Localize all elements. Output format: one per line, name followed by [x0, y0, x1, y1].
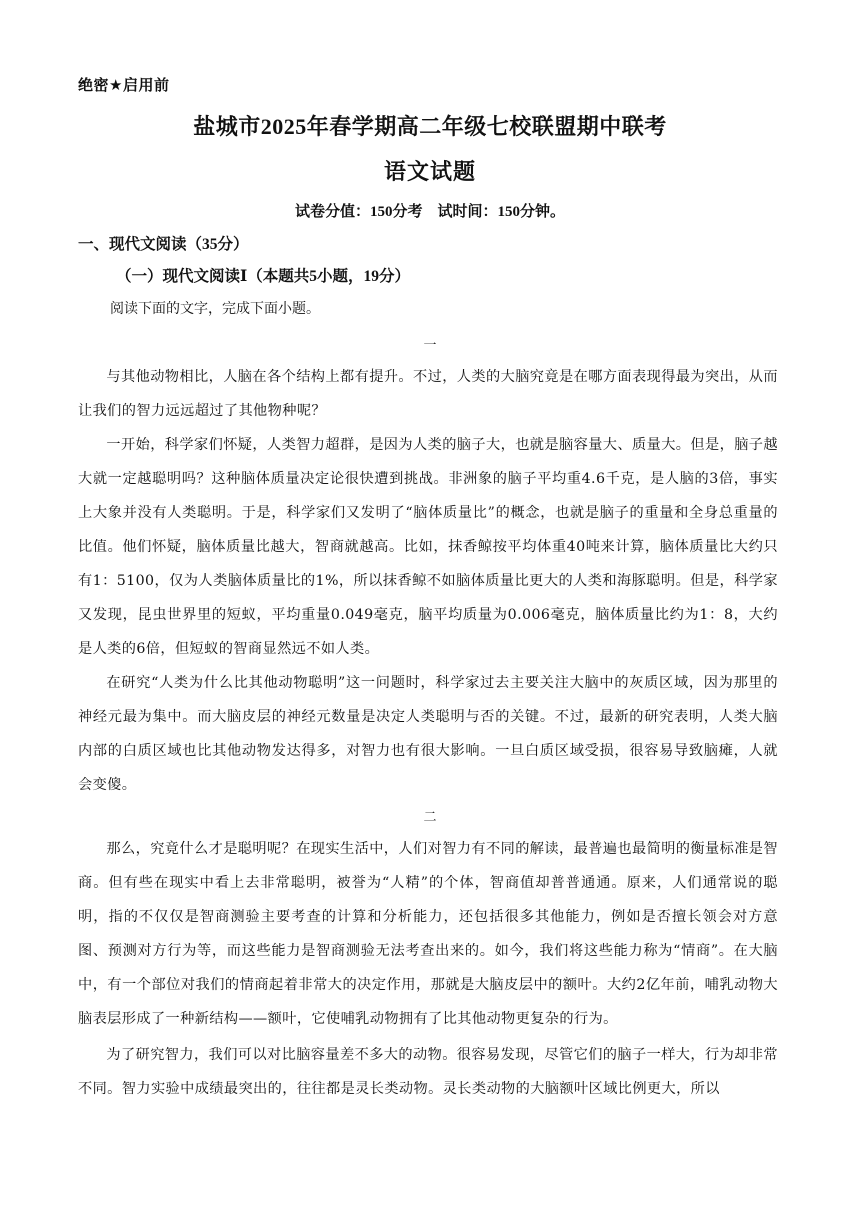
paragraph-5: 为了研究智力，我们可以对比脑容量差不多大的动物。很容易发现，尽管它们的脑子一样大，行为却非常不同。智力实验中成绩最突出的，往往都是灵长类动物。灵长类动物的大脑额叶区域比例更大，所以: [78, 1047, 778, 1097]
paragraph-2: 一开始，科学家们怀疑，人类智力超群，是因为人类的脑子大，也就是脑容量大、质量大。但是，脑子越大就一定越聪明吗？这种脑体质量决定论很快遭到挑战。非洲象的脑子平均重4.6千克，是人脑的3倍，事实上大象并没有人类聪明。于是，科学家们又发明了“脑体质量比”的概念，也就是脑子的重量和全身总重量的比值。他们怀疑，脑体质量比越大，智商就越高。比如，抹香鲸按平均体重40吨来计算，脑体质量比大约只有1：5100，仅为人类脑体质量比的1%，所以抹香鲸不如脑体质量比更大的人类和海豚聪明。但是，科学家又发现，昆虫世界里的短蚁，平均重量0.049毫克，脑平均质量为0.006毫克，脑体质量比约为1：8，大约是人类的6倍，但短蚁的智商显然远不如人类。: [78, 437, 778, 657]
section-heading: 一、现代文阅读（35分）: [78, 236, 249, 253]
paragraph-1: 与其他动物相比，人脑在各个结构上都有提升。不过，人类的大脑究竟是在哪方面表现得最为突出，从而让我们的智力远远超过了其他物种呢？: [78, 369, 778, 419]
exam-title: 盐城市2025年春学期高二年级七校联盟期中联考: [193, 114, 667, 139]
exam-meta: 试卷分值：150分考 试时间：150分钟。: [294, 204, 565, 220]
paragraph-3: 在研究“人类为什么比其他动物聪明”这一问题时，科学家过去主要关注大脑中的灰质区域，因为那里的神经元最为集中。而大脑皮层的神经元数量是决定人类聪明与否的关键。不过，最新的研究表明，人类大脑内部的白质区域也比其他动物发达得多，对智力也有很大影响。一旦白质区域受损，很容易导致脑瘫，人就会变傻。: [78, 675, 778, 793]
part-divider-one: 一: [423, 338, 437, 353]
paragraph-4: 那么，究竟什么才是聪明呢？在现实生活中，人们对智力有不同的解读，最普遍也最简明的衡量标准是智商。但有些在现实中看上去非常聪明，被誉为“人精”的个体，智商值却普普通通。原来，人们通常说的聪明，指的不仅仅是智商测验主要考查的计算和分析能力，还包括很多其他能力，例如是否擅长领会对方意图、预测对方行为等，而这些能力是智商测验无法考查出来的。如今，我们将这些能力称为“情商”。在大脑中，有一个部位对我们的情商起着非常大的决定作用，那就是大脑皮层中的额叶。大约2亿年前，哺乳动物大脑表层形成了一种新结构——额叶，它使哺乳动物拥有了比其他动物更复杂的行为。: [78, 841, 778, 1027]
subsection-heading: （一）现代文阅读Ⅰ（本题共5小题，19分）: [116, 268, 411, 285]
confidential-label: 绝密★启用前: [78, 76, 170, 94]
reading-instruction: 阅读下面的文字，完成下面小题。: [110, 301, 320, 317]
part-divider-two: 二: [423, 810, 437, 825]
exam-subtitle: 语文试题: [383, 159, 476, 184]
